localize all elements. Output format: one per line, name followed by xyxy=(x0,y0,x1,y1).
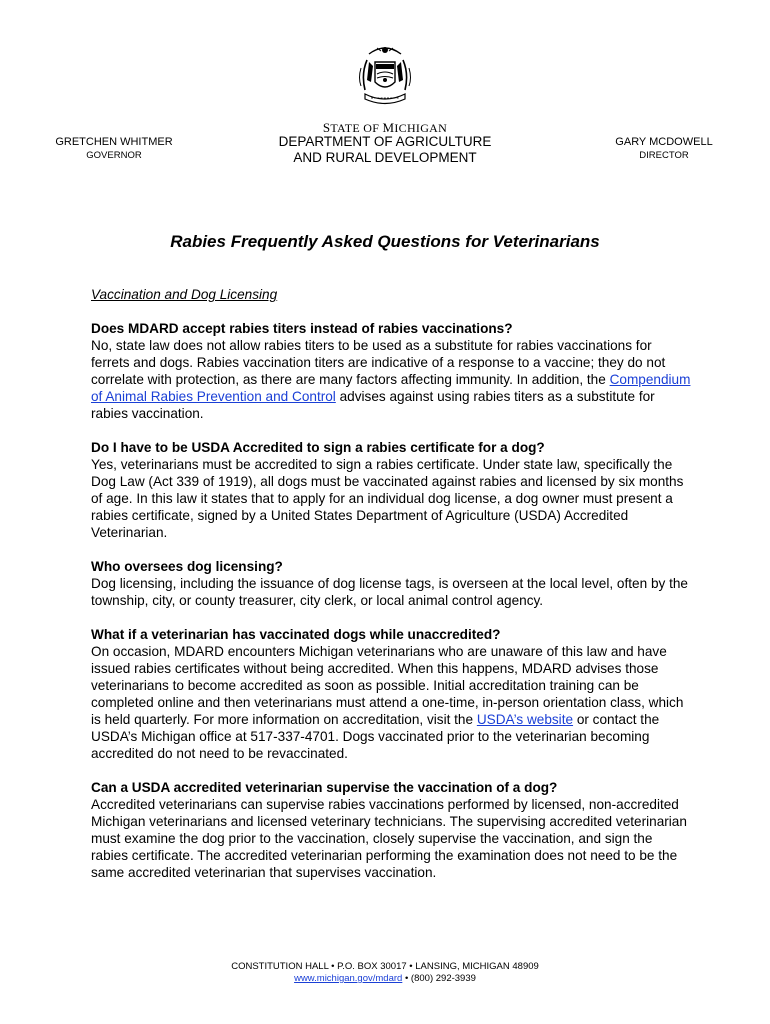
governor-block xyxy=(40,136,188,162)
footer-contact xyxy=(0,973,770,985)
department-line-1: DEPARTMENT OF AGRICULTURE xyxy=(278,134,492,149)
usda-website-link[interactable]: USDA’s website xyxy=(476,712,574,727)
director-block xyxy=(594,136,734,162)
director-name: GARY MCDOWELL xyxy=(615,136,713,148)
faq-question: Can a USDA accredited veterinarian supervise the vaccination of a dog? xyxy=(91,780,558,795)
michigan-letter-m: M xyxy=(382,120,395,135)
michigan-state-seal-icon xyxy=(355,42,415,108)
faq-answer: Dog licensing, including the issuance of dog license tags, is overseen at the local level, often by the township, city, or county treasurer, city clerk, or local animal control agency. xyxy=(91,576,688,608)
faq-answer: Accredited veterinarians can supervise rabies vaccinations performed by licensed, non-accredited Michigan veterinarians and licensed veterinary technicians. The supervising accredited veterinarian must examine the dog prior to the vaccination, closely supervise the vaccination, and sign the rabies certificate. The accredited veterinarian performing the examination does not need to be the same accredited veterinarian that supervises vaccination. xyxy=(91,797,687,880)
document-body xyxy=(91,286,691,898)
department-line-2: AND RURAL DEVELOPMENT xyxy=(293,150,477,165)
faq-answer: Yes, veterinarians must be accredited to sign a rabies certificate. Under state law, specifically the Dog Law (Act 339 of 1919), all dogs must be vaccinated against rabies and licensed by six months of age. In this law it states that to apply for an individual dog license, a dog owner must present a rabies certificate, signed by a United States Department of Agriculture (USDA) Accredited Veterinarian. xyxy=(91,457,684,540)
faq-answer-text: On occasion, MDARD encounters Michigan veterinarians who are unaware of this law and have issued rabies certificates without being accredited. When this happens, MDARD advises those veterinarians to become accredited as soon as possible. Initial accreditation training can be completed online and then veterinarians must attend a one-time, in-person orientation class, which is held quarterly. For more information on accreditation, visit the xyxy=(91,644,684,727)
state-text: TATE OF xyxy=(330,121,383,135)
footer-phone: • (800) 292-3939 xyxy=(402,973,476,984)
section-heading: Vaccination and Dog Licensing xyxy=(91,287,278,302)
footer xyxy=(0,961,770,985)
faq-answer-text: advises against using rabies titers as a substitute for rabies vaccination. xyxy=(91,389,655,421)
director-title: DIRECTOR xyxy=(639,150,689,161)
footer-address: CONSTITUTION HALL • P.O. BOX 30017 • LANSING, MICHIGAN 48909 xyxy=(231,961,539,972)
faq-question: What if a veterinarian has vaccinated dogs while unaccredited? xyxy=(91,627,501,642)
mdard-website-link[interactable]: www.michigan.gov/mdard xyxy=(294,973,403,984)
governor-name: GRETCHEN WHITMER xyxy=(55,136,173,148)
document-title: Rabies Frequently Asked Questions for Veterinarians xyxy=(170,232,600,251)
faq-question: Do I have to be USDA Accredited to sign a rabies certificate for a dog? xyxy=(91,440,545,455)
faq-question: Does MDARD accept rabies titers instead of rabies vaccinations? xyxy=(91,321,513,336)
michigan-text: ICHIGAN xyxy=(394,121,448,135)
faq-question: Who oversees dog licensing? xyxy=(91,559,283,574)
faq-answer xyxy=(91,337,691,422)
compendium-link[interactable]: Compendium of Animal Rabies Prevention and Control xyxy=(91,372,691,404)
state-letter-s: S xyxy=(322,120,331,135)
faq-answer-text: No, state law does not allow rabies titers to be used as a substitute for rabies vaccinations for ferrets and dogs. Rabies vaccination titers are indicative of a response to a vaccine; they do not correlate with protection, as there are many factors affecting immunity. In addition, the xyxy=(91,338,666,387)
faq-answer-text: or contact the USDA’s Michigan office at 517-337-4701. Dogs vaccinated prior to the veterinarian becoming accredited do not need to be revaccinated. xyxy=(91,712,660,761)
governor-title: GOVERNOR xyxy=(86,150,142,161)
faq-answer xyxy=(91,643,691,762)
